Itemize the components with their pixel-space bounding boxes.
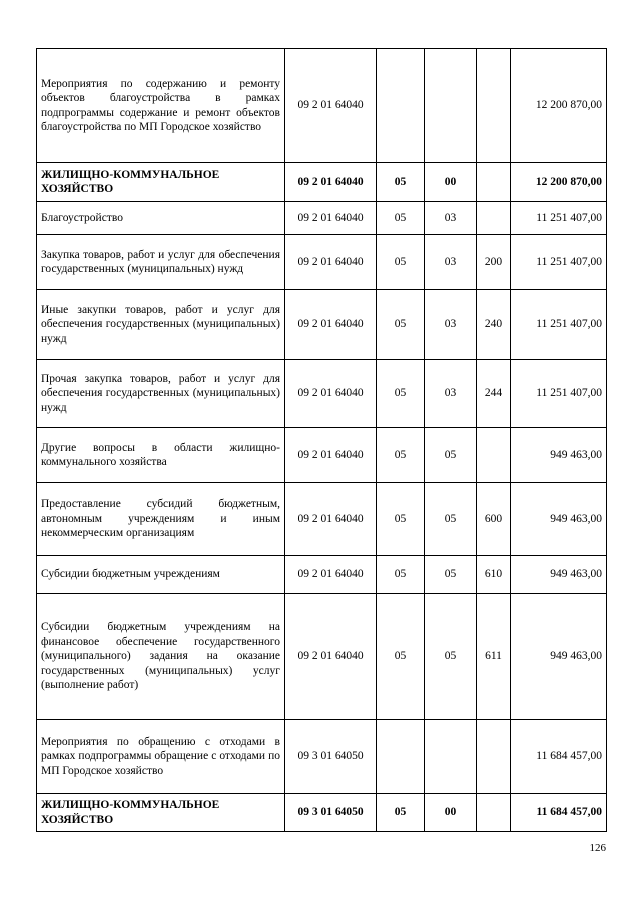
table-row: [37, 594, 607, 720]
row-name: Мероприятия по обращению с отходами в рамках подпрограммы обращение с отходами по МП Городское хозяйство: [37, 720, 285, 794]
row-section: 05: [377, 360, 425, 428]
row-amount: 11 251 407,00: [511, 290, 607, 360]
row-code: 09 3 01 64050: [285, 720, 377, 794]
row-subsection: 00: [425, 794, 477, 832]
row-amount: 949 463,00: [511, 594, 607, 720]
row-code: 09 2 01 64040: [285, 235, 377, 290]
row-type: [477, 202, 511, 235]
row-name: Мероприятия по содержанию и ремонту объектов благоустройства в рамках подпрограммы содержание и ремонт объектов благоустройства по МП Городское хозяйство: [37, 49, 285, 163]
row-name: Прочая закупка товаров, работ и услуг для обеспечения государственных (муниципальных) нужд: [37, 360, 285, 428]
row-subsection: 05: [425, 483, 477, 556]
row-name: Иные закупки товаров, работ и услуг для обеспечения государственных (муниципальных) нужд: [37, 290, 285, 360]
row-code: 09 2 01 64040: [285, 594, 377, 720]
row-code: 09 2 01 64040: [285, 360, 377, 428]
row-code: 09 2 01 64040: [285, 163, 377, 202]
row-name: Закупка товаров, работ и услуг для обеспечения государственных (муниципальных) нужд: [37, 235, 285, 290]
row-subsection: 05: [425, 594, 477, 720]
row-subsection: 03: [425, 360, 477, 428]
row-name: Субсидии бюджетным учреждениям на финансовое обеспечение государственного (муниципального) задания на оказание государственных (муниципальных) услуг (выполнение работ): [37, 594, 285, 720]
table-row: [37, 290, 607, 360]
row-type: 600: [477, 483, 511, 556]
row-code: 09 2 01 64040: [285, 202, 377, 235]
row-code: 09 2 01 64040: [285, 290, 377, 360]
row-section: 05: [377, 594, 425, 720]
row-section: [377, 49, 425, 163]
row-type: [477, 720, 511, 794]
row-section: 05: [377, 202, 425, 235]
row-amount: 11 684 457,00: [511, 794, 607, 832]
row-code: 09 2 01 64040: [285, 428, 377, 483]
row-name: Другие вопросы в области жилищно-коммунального хозяйства: [37, 428, 285, 483]
row-type: 611: [477, 594, 511, 720]
row-subsection: 05: [425, 428, 477, 483]
row-subsection: 03: [425, 290, 477, 360]
row-amount: 11 684 457,00: [511, 720, 607, 794]
row-code: 09 2 01 64040: [285, 483, 377, 556]
row-subsection: 05: [425, 556, 477, 594]
row-amount: 12 200 870,00: [511, 49, 607, 163]
table-row: [37, 483, 607, 556]
row-type: 610: [477, 556, 511, 594]
row-type: [477, 49, 511, 163]
row-code: 09 2 01 64040: [285, 49, 377, 163]
table-row: [37, 720, 607, 794]
row-section: 05: [377, 163, 425, 202]
row-type: [477, 163, 511, 202]
row-name: ЖИЛИЩНО-КОММУНАЛЬНОЕ ХОЗЯЙСТВО: [37, 163, 285, 202]
row-type: 240: [477, 290, 511, 360]
table-row: [37, 49, 607, 163]
table-row: [37, 556, 607, 594]
row-section: 05: [377, 428, 425, 483]
row-section: 05: [377, 235, 425, 290]
row-subsection: [425, 49, 477, 163]
row-subsection: 00: [425, 163, 477, 202]
row-code: 09 3 01 64050: [285, 794, 377, 832]
row-name: Субсидии бюджетным учреждениям: [37, 556, 285, 594]
budget-table: [36, 48, 607, 832]
table-row: [37, 360, 607, 428]
row-amount: 949 463,00: [511, 428, 607, 483]
table-row: [37, 794, 607, 832]
row-amount: 11 251 407,00: [511, 202, 607, 235]
table-row: [37, 235, 607, 290]
page-number: 126: [589, 842, 606, 854]
row-section: 05: [377, 794, 425, 832]
row-subsection: 03: [425, 235, 477, 290]
row-amount: 11 251 407,00: [511, 235, 607, 290]
row-code: 09 2 01 64040: [285, 556, 377, 594]
row-section: 05: [377, 556, 425, 594]
row-amount: 12 200 870,00: [511, 163, 607, 202]
row-subsection: 03: [425, 202, 477, 235]
row-type: [477, 794, 511, 832]
row-name: Предоставление субсидий бюджетным, автономным учреждениям и иным некоммерческим организациям: [37, 483, 285, 556]
row-amount: 11 251 407,00: [511, 360, 607, 428]
table-row: [37, 163, 607, 202]
row-type: 200: [477, 235, 511, 290]
row-subsection: [425, 720, 477, 794]
row-amount: 949 463,00: [511, 556, 607, 594]
table-row: [37, 428, 607, 483]
row-type: 244: [477, 360, 511, 428]
row-section: 05: [377, 483, 425, 556]
row-type: [477, 428, 511, 483]
table-row: [37, 202, 607, 235]
row-section: [377, 720, 425, 794]
row-amount: 949 463,00: [511, 483, 607, 556]
row-name: Благоустройство: [37, 202, 285, 235]
row-name: ЖИЛИЩНО-КОММУНАЛЬНОЕ ХОЗЯЙСТВО: [37, 794, 285, 832]
row-section: 05: [377, 290, 425, 360]
